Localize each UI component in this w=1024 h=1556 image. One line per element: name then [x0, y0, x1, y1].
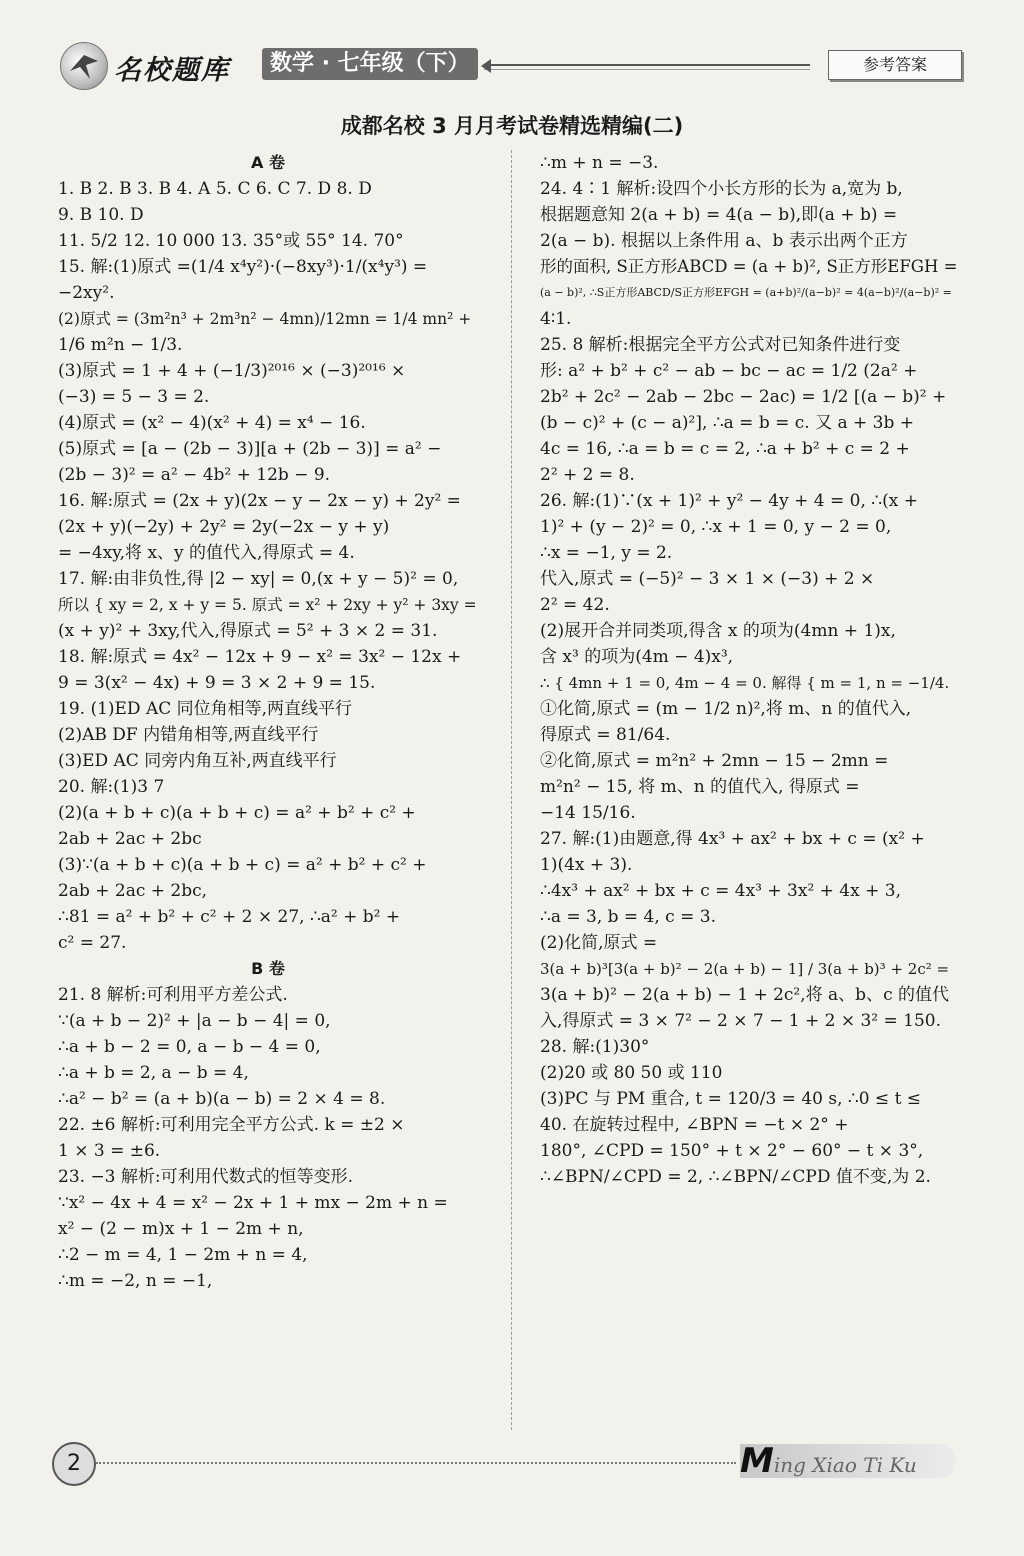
answer-line: 1 × 3 = ±6. — [58, 1141, 161, 1161]
answer-line: (3)∵(a + b + c)(a + b + c) = a² + b² + c² + — [58, 855, 427, 875]
page-header — [0, 38, 1024, 94]
page-title: 成都名校 3 月月考试卷精选精编(二) — [340, 114, 684, 138]
answer-line: 1)² + (y − 2)² = 0, ∴x + 1 = 0, y − 2 = 0, — [540, 517, 892, 537]
answer-line: (2)化简,原式 = — [540, 933, 658, 953]
answer-line: ∴a + b − 2 = 0, a − b − 4 = 0, — [58, 1037, 321, 1057]
answer-line: 9 = 3(x² − 4x) + 9 = 3 × 2 + 9 = 15. — [58, 673, 376, 693]
answer-line: (x + y)² + 3xy,代入,得原式 = 5² + 3 × 2 = 31. — [58, 621, 438, 641]
left-column — [58, 150, 478, 1294]
answer-line: ①化简,原式 = (m − 1/2 n)²,将 m、n 的值代入, — [540, 699, 912, 719]
answer-tab: 参考答案 — [828, 50, 962, 80]
arrow-decoration — [484, 64, 810, 70]
answer-line: ∴81 = a² + b² + c² + 2 × 27, ∴a² + b² + — [58, 907, 401, 927]
answer-line: 所以 { xy = 2, x + y = 5. 原式 = x² + 2xy + y² + 3xy = — [58, 596, 477, 614]
footer-brand-text: ing Xiao Ti Ku — [773, 1453, 917, 1477]
footer-divider — [96, 1462, 736, 1464]
answer-line: (4)原式 = (x² − 4)(x² + 4) = x⁴ − 16. — [58, 413, 366, 433]
answer-line: −14 15/16. — [540, 803, 636, 823]
answer-line: 含 x³ 的项为(4m − 4)x³, — [540, 647, 734, 667]
brand-name: 名校题库 — [114, 55, 230, 86]
answer-line: 2ab + 2ac + 2bc, — [58, 881, 208, 901]
answer-line: (3)ED AC 同旁内角互补,两直线平行 — [58, 751, 337, 771]
answer-line: (2x + y)(−2y) + 2y² = 2y(−2x − y + y) — [58, 517, 390, 537]
answer-line: ∴x = −1, y = 2. — [540, 543, 673, 563]
answer-line: ∴2 − m = 4, 1 − 2m + n = 4, — [58, 1245, 308, 1265]
answer-line: ∴m + n = −3. — [540, 153, 659, 173]
answer-line: 28. 解:(1)30° — [540, 1037, 650, 1057]
answer-line: 2b² + 2c² − 2ab − 2bc − 2ac) = 1/2 [(a − b)² + — [540, 387, 947, 407]
page-number: 2 — [52, 1442, 96, 1486]
answer-line: 2² + 2 = 8. — [540, 465, 635, 485]
answer-line: (5)原式 = [a − (2b − 3)][a + (2b − 3)] = a² − — [58, 439, 442, 459]
answer-line: ②化简,原式 = m²n² + 2mn − 15 − 2mn = — [540, 751, 889, 771]
answer-line: 2(a − b). 根据以上条件用 a、b 表示出两个正方 — [540, 231, 908, 251]
answer-line: = −4xy,将 x、y 的值代入,得原式 = 4. — [58, 543, 355, 563]
answer-line: 27. 解:(1)由题意,得 4x³ + ax² + bx + c = (x² + — [540, 829, 925, 849]
answer-line: (a − b)², ∴S正方形ABCD/S正方形EFGH = (a+b)²/(a−b)² = 4(a−b)²/(a−b)² = — [540, 286, 952, 299]
answer-line: (2)原式 = (3m²n³ + 2m³n² − 4mn)/12mn = 1/4 mn² + — [58, 310, 472, 328]
answer-line: ∵(a + b − 2)² + |a − b − 4| = 0, — [58, 1011, 331, 1031]
answer-line: x² − (2 − m)x + 1 − 2m + n, — [58, 1219, 304, 1239]
answer-line: 4∶1. — [540, 309, 572, 329]
answer-line: ∴a² − b² = (a + b)(a − b) = 2 × 4 = 8. — [58, 1089, 386, 1109]
answer-line: (3)PC 与 PM 重合, t = 120/3 = 40 s, ∴0 ≤ t ≤ — [540, 1089, 922, 1109]
right-column — [540, 150, 962, 1190]
answer-line: ∴4x³ + ax² + bx + c = 4x³ + 3x² + 4x + 3, — [540, 881, 901, 901]
answer-line: 9. B 10. D — [58, 205, 144, 225]
answer-line: (2)展开合并同类项,得含 x 的项为(4mn + 1)x, — [540, 621, 896, 641]
answer-line: 16. 解:原式 = (2x + y)(2x − y − 2x − y) + 2y² = — [58, 491, 461, 511]
answer-line: 代入,原式 = (−5)² − 3 × 1 × (−3) + 2 × — [540, 569, 875, 589]
answer-line: −2xy². — [58, 283, 115, 303]
answer-line: ∴∠BPN/∠CPD = 2, ∴∠BPN/∠CPD 值不变,为 2. — [540, 1167, 931, 1187]
answer-line: 23. −3 解析:可利用代数式的恒等变形. — [58, 1167, 354, 1187]
answer-line: 24. 4∶1 解析:设四个小长方形的长为 a,宽为 b, — [540, 179, 903, 199]
answer-line: 25. 8 解析:根据完全平方公式对已知条件进行变 — [540, 335, 901, 355]
answer-line: 1/6 m²n − 1/3. — [58, 335, 183, 355]
answer-line: 形的面积, S正方形ABCD = (a + b)², S正方形EFGH = — [540, 257, 958, 276]
answer-line: (−3) = 5 − 3 = 2. — [58, 387, 210, 407]
answer-line: m²n² − 15, 将 m、n 的值代入, 得原式 = — [540, 777, 860, 797]
answer-line: 4c = 16, ∴a = b = c = 2, ∴a + b² + c = 2 + — [540, 439, 910, 459]
logo-icon — [60, 42, 108, 90]
answer-line: ∵x² − 4x + 4 = x² − 2x + 1 + mx − 2m + n = — [58, 1193, 448, 1213]
answer-line: 形: a² + b² + c² − ab − bc − ac = 1/2 (2a² + — [540, 361, 918, 381]
answer-line: 入,得原式 = 3 × 7² − 2 × 7 − 1 + 2 × 3² = 150. — [540, 1011, 942, 1031]
answer-line: 11. 5/2 12. 10 000 13. 35°或 55° 14. 70° — [58, 231, 404, 251]
answer-line: 3(a + b)² − 2(a + b) − 1 + 2c²,将 a、b、c 的值代 — [540, 985, 949, 1005]
footer-brand-initial: M — [740, 1441, 774, 1481]
answer-line: (3)原式 = 1 + 4 + (−1/3)²⁰¹⁶ × (−3)²⁰¹⁶ × — [58, 361, 406, 381]
answer-line: 19. (1)ED AC 同位角相等,两直线平行 — [58, 699, 353, 719]
answer-line: 180°, ∠CPD = 150° + t × 2° − 60° − t × 3°, — [540, 1141, 924, 1161]
answer-line: 15. 解:(1)原式 =(1/4 x⁴y²)·(−8xy³)·1/(x⁴y³) = — [58, 257, 428, 277]
answer-line: ∴ { 4mn + 1 = 0, 4m − 4 = 0. 解得 { m = 1, n = −1/4. — [540, 674, 950, 692]
answer-line: 得原式 = 81/64. — [540, 725, 671, 745]
answer-line: 17. 解:由非负性,得 |2 − xy| = 0,(x + y − 5)² = 0, — [58, 569, 459, 589]
answer-line: (b − c)² + (c − a)²], ∴a = b = c. 又 a + 3b + — [540, 413, 915, 433]
section-heading: B 卷 — [251, 959, 285, 978]
footer-brand — [740, 1441, 956, 1481]
answer-line: 1)(4x + 3). — [540, 855, 633, 875]
answer-line: 1. B 2. B 3. B 4. A 5. C 6. C 7. D 8. D — [58, 179, 372, 199]
answer-line: (2)20 或 80 50 或 110 — [540, 1063, 723, 1083]
answer-line: ∴a = 3, b = 4, c = 3. — [540, 907, 716, 927]
answer-line: (2)AB DF 内错角相等,两直线平行 — [58, 725, 319, 745]
answer-line: ∴m = −2, n = −1, — [58, 1271, 213, 1291]
answer-line: ∴a + b = 2, a − b = 4, — [58, 1063, 249, 1083]
answer-line: 21. 8 解析:可利用平方差公式. — [58, 985, 288, 1005]
answer-line: 20. 解:(1)3 7 — [58, 777, 165, 797]
subject-label: 数学 · 七年级（下） — [262, 48, 478, 80]
answer-line: 22. ±6 解析:可利用完全平方公式. k = ±2 × — [58, 1115, 405, 1135]
answer-line: 根据题意知 2(a + b) = 4(a − b),即(a + b) = — [540, 205, 898, 225]
answer-line: c² = 27. — [58, 933, 127, 953]
answer-line: 2² = 42. — [540, 595, 610, 615]
answer-line: 3(a + b)³[3(a + b)² − 2(a + b) − 1] / 3(a + b)³ + 2c² = — [540, 960, 950, 978]
section-heading: A 卷 — [251, 153, 285, 172]
answer-line: 40. 在旋转过程中, ∠BPN = −t × 2° + — [540, 1115, 849, 1135]
answer-line: (2b − 3)² = a² − 4b² + 12b − 9. — [58, 465, 331, 485]
column-divider — [511, 150, 512, 1430]
answer-line: 26. 解:(1)∵(x + 1)² + y² − 4y + 4 = 0, ∴(x + — [540, 491, 918, 511]
answer-line: 18. 解:原式 = 4x² − 12x + 9 − x² = 3x² − 12x + — [58, 647, 462, 667]
answer-line: (2)(a + b + c)(a + b + c) = a² + b² + c² + — [58, 803, 416, 823]
answer-line: 2ab + 2ac + 2bc — [58, 829, 202, 849]
